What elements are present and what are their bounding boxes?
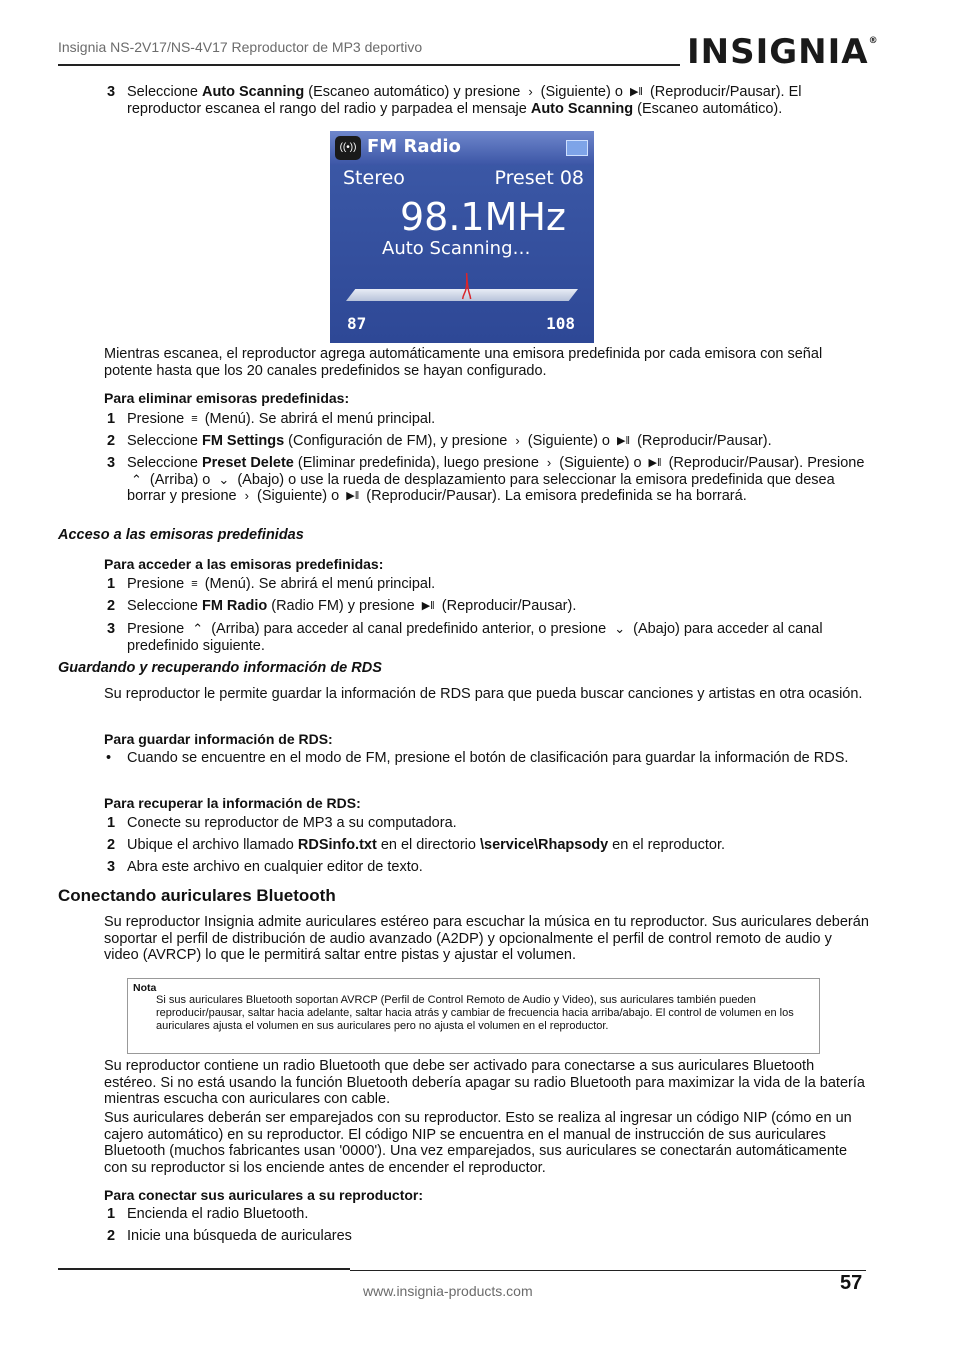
paragraph-bluetooth-2: Su reproductor contiene un radio Bluetooth que debe ser activado para conectarse a sus auriculares Bluetooth estéreo. Si no está usando la función Bluetooth debería apagar su radio Bluetooth para maximizar la vida de la batería mientras escucha con auriculares con cable. bbox=[104, 1058, 865, 1107]
heading-bluetooth: Conectando auriculares Bluetooth bbox=[58, 886, 336, 905]
down-icon: ⌄ bbox=[614, 621, 626, 636]
step-number: 3 bbox=[107, 859, 116, 875]
next-icon: › bbox=[528, 84, 533, 100]
subheading-recover-rds: Para recuperar la información de RDS: bbox=[104, 795, 361, 811]
note-text: Si sus auriculares Bluetooth soportan AVRCP (Perfil de Control Remoto de Audio y Video), sus auriculares también pueden reproducir/pausar, saltar hacia adelante, saltar hacia atrás y cambiar de frecuencia hacia arriba/abajo. El control de volumen en los auriculares ajusta el volumen en sus auriculares pero no ajusta el volumen en el reproductor. bbox=[156, 994, 794, 1032]
fm-radio-screenshot bbox=[330, 131, 594, 343]
bullet: • bbox=[106, 750, 112, 766]
step-number: 1 bbox=[107, 576, 116, 592]
scan-status: Auto Scanning… bbox=[382, 238, 531, 259]
delete-step-3: Seleccione Preset Delete (Eliminar predefinida), luego presione › (Siguiente) o ▶ǁ (Reproducir/Pausar). Presione ⌃ (Arriba) o ⌄ (Abajo) o use la rueda de desplazamiento para seleccionar la emisora predefinida que desea borrar y presione › (Siguiente) o ▶ǁ (Reproducir/Pausar). La emisora predefinida se ha borrará. bbox=[127, 455, 865, 505]
next-icon: › bbox=[515, 433, 520, 449]
up-icon: ⌃ bbox=[192, 621, 204, 636]
play-pause-icon: ▶ǁ bbox=[617, 435, 631, 447]
page-number: 57 bbox=[840, 1272, 863, 1294]
play-pause-icon: ▶ǁ bbox=[421, 600, 435, 612]
access-step-2: Seleccione FM Radio (Radio FM) y presione ▶ǁ (Reproducir/Pausar). bbox=[127, 598, 577, 615]
step-number: 2 bbox=[107, 1228, 116, 1244]
heading-access-presets: Acceso a las emisoras predefinidas bbox=[58, 527, 304, 543]
paragraph-rds: Su reproductor le permite guardar la información de RDS para que pueda buscar canciones y artistas en otra ocasión. bbox=[104, 686, 863, 702]
step-number: 1 bbox=[107, 411, 116, 427]
step-number: 1 bbox=[107, 815, 116, 831]
footer-rule bbox=[58, 1268, 350, 1270]
next-icon: › bbox=[244, 488, 249, 504]
frequency-readout: 98.1MHz bbox=[400, 195, 566, 239]
delete-step-1: Presione ≡ (Menú). Se abrirá el menú principal. bbox=[127, 411, 436, 428]
footer-url: www.insignia-products.com bbox=[363, 1283, 533, 1299]
delete-step-2: Seleccione FM Settings (Configuración de FM), y presione › (Siguiente) o ▶ǁ (Reproducir/Pausar). bbox=[127, 433, 772, 450]
step-number: 3 bbox=[107, 621, 116, 637]
access-step-1: Presione ≡ (Menú). Se abrirá el menú principal. bbox=[127, 576, 436, 593]
note-label: Nota bbox=[133, 982, 157, 994]
footer-rule-thin bbox=[350, 1270, 866, 1271]
step-number: 3 bbox=[107, 455, 116, 471]
subheading-access: Para acceder a las emisoras predefinidas: bbox=[104, 556, 384, 572]
menu-icon: ≡ bbox=[191, 578, 198, 590]
recover-step-2: Ubique el archivo llamado RDSinfo.txt en el directorio \service\Rhapsody en el reproductor. bbox=[127, 837, 726, 853]
step-number: 2 bbox=[107, 598, 116, 614]
range-max: 108 bbox=[546, 314, 575, 333]
subheading-delete: Para eliminar emisoras predefinidas: bbox=[104, 390, 350, 406]
tuning-marker bbox=[330, 271, 594, 311]
paragraph-bluetooth-3: Sus auriculares deberán ser emparejados con su reproductor. Esto se realiza al ingresar un código NIP (cómo en un cajero automático) en su reproductor. El código NIP se encuentra en el manual de instrucción de sus auriculares Bluetooth (muchos fabricantes usan '0000'). Una vez emparejados, sus auriculares se conectarán automáticamente con su reproductor si los enciende antes de encender el reproductor. bbox=[104, 1110, 852, 1176]
paragraph-scanning: Mientras escanea, el reproductor agrega automáticamente una emisora predefinida por cada emisora con señal potente hasta que los 20 canales predefinidos se hayan configurado. bbox=[104, 346, 823, 379]
play-pause-icon: ▶ǁ bbox=[648, 457, 662, 469]
bullet-save-rds: Cuando se encuentre en el modo de FM, presione el botón de clasificación para guardar la información de RDS. bbox=[127, 750, 849, 766]
header-rule bbox=[58, 64, 680, 66]
step-number: 2 bbox=[107, 837, 116, 853]
step-number: 3 bbox=[107, 84, 116, 100]
play-pause-icon: ▶ǁ bbox=[629, 86, 643, 98]
access-step-3: Presione ⌃ (Arriba) para acceder al canal predefinido anterior, o presione ⌄ (Abajo) para acceder al canal predefinido siguiente. bbox=[127, 621, 823, 654]
connect-step-2: Inicie una búsqueda de auriculares bbox=[127, 1228, 352, 1244]
battery-icon bbox=[566, 140, 588, 156]
insignia-logo: INSIGNIA® bbox=[687, 32, 879, 72]
step-auto-scanning: Seleccione Auto Scanning (Escaneo automático) y presione › (Siguiente) o ▶ǁ (Reproducir/Pausar). El reproductor escanea el rango del radio y parpadea el mensaje Auto Scanning (Escaneo automático). bbox=[127, 84, 802, 117]
down-icon: ⌄ bbox=[218, 471, 230, 487]
subheading-connect: Para conectar sus auriculares a su reproductor: bbox=[104, 1187, 424, 1203]
step-number: 1 bbox=[107, 1206, 116, 1222]
heading-rds: Guardando y recuperando información de RDS bbox=[58, 660, 382, 676]
next-icon: › bbox=[546, 455, 552, 471]
up-icon: ⌃ bbox=[131, 471, 142, 487]
paragraph-bluetooth-1: Su reproductor Insignia admite auriculares estéreo para escuchar la música en tu reproductor. Sus auriculares deberán soportar el perfil de distribución de audio avanzado (A2DP) y opcionalmente el perfil de control remoto de audio y video (AVRCP) lo que le permitirá saltar entre pistas y ajustar el volumen. bbox=[104, 914, 869, 963]
connect-step-1: Encienda el radio Bluetooth. bbox=[127, 1206, 309, 1222]
recover-step-3: Abra este archivo en cualquier editor de texto. bbox=[127, 859, 423, 875]
note-box bbox=[127, 978, 820, 1054]
radio-icon: ((•)) bbox=[335, 136, 361, 160]
preset-label: Preset 08 bbox=[494, 167, 584, 189]
screen-title: FM Radio bbox=[367, 136, 461, 157]
play-pause-icon: ▶ǁ bbox=[346, 490, 360, 503]
range-min: 87 bbox=[347, 314, 367, 333]
recover-step-1: Conecte su reproductor de MP3 a su computadora. bbox=[127, 815, 457, 831]
running-header: Insignia NS-2V17/NS-4V17 Reproductor de MP3 deportivo bbox=[58, 39, 423, 55]
step-number: 2 bbox=[107, 433, 116, 449]
stereo-label: Stereo bbox=[343, 167, 405, 189]
menu-icon: ≡ bbox=[191, 413, 198, 425]
subheading-save-rds: Para guardar información de RDS: bbox=[104, 731, 333, 747]
